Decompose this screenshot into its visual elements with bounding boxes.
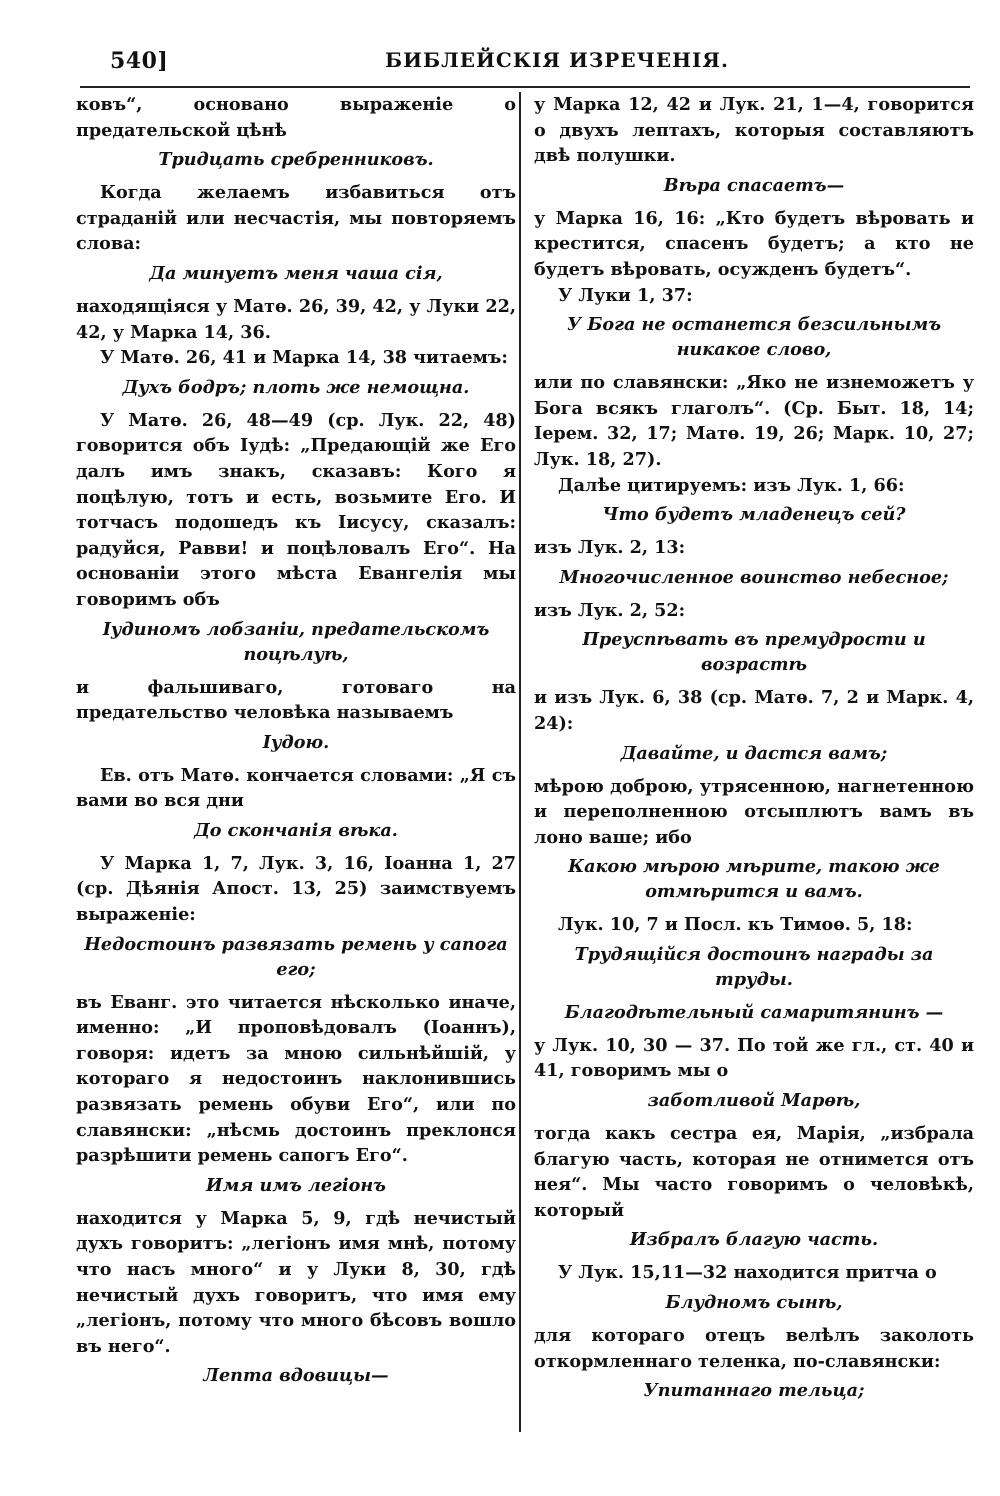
- right-column: [534, 92, 974, 1411]
- quoted-phrase: Недостоинъ развязать ремень у сапога его;: [84, 933, 508, 980]
- quoted-phrase: Тридцать сребренниковъ.: [158, 149, 434, 171]
- quoted-phrase: До скончанія вѣка.: [194, 819, 398, 841]
- quoted-phrase: Благодѣтельный самаритянинъ —: [564, 1001, 944, 1023]
- paragraph-continuation: или по славянски: „Яко не изнеможетъ у Бога всякъ глаголъ“. (Ср. Быт. 18, 14; Іерем. 32, 17; Матѳ. 19, 26; Марк. 10, 27; Лук. 18, 27).: [534, 372, 974, 470]
- quoted-phrase: Духъ бодръ; плоть же немощна.: [122, 376, 470, 398]
- quoted-phrase: заботливой Марѳѣ,: [647, 1090, 861, 1112]
- paragraph-continuation: у Марка 16, 16: „Кто будетъ вѣровать и крестится, спасенъ будетъ; а кто не будетъ вѣровать, осужденъ будетъ“.: [534, 207, 974, 280]
- page-number: 540]: [110, 48, 169, 74]
- paragraph-continuation: находится у Марка 5, 9, гдѣ нечистый духъ говоритъ: „легіонъ имя мнѣ, потому что насъ много“ и у Луки 8, 30, гдѣ нечистый духъ говоритъ, что имя ему „легіонъ, потому что много бѣсовъ вошло въ него“.: [76, 1207, 516, 1357]
- paragraph: У Матѳ. 26, 41 и Марка 14, 38 читаемъ:: [100, 347, 508, 369]
- running-title: БИБЛЕЙСКІЯ ИЗРЕЧЕНІЯ.: [385, 48, 729, 72]
- paragraph: У Лук. 15,11—32 находится притча о: [558, 1262, 937, 1284]
- page-header: [80, 46, 970, 80]
- quoted-phrase: Избралъ благую часть.: [629, 1229, 879, 1251]
- paragraph-continuation: и изъ Лук. 6, 38 (ср. Матѳ. 7, 2 и Марк. 4, 24):: [534, 687, 974, 734]
- quoted-phrase: Іудою.: [262, 731, 330, 753]
- paragraph-continuation: изъ Лук. 2, 52:: [534, 599, 686, 621]
- quoted-phrase: Вѣра спасаетъ—: [663, 174, 845, 196]
- quoted-phrase: Іудиномъ лобзаніи, предательскомъ поцѣлуѣ,: [102, 618, 490, 665]
- paragraph-continuation: изъ Лук. 2, 13:: [534, 537, 686, 559]
- header-rule: [80, 86, 970, 88]
- paragraph-continuation: для котораго отецъ велѣлъ заколоть откормленнаго теленка, по-славянски:: [534, 1325, 974, 1372]
- quoted-phrase: У Бога не останется безсильнымъ никакое слово,: [566, 314, 942, 361]
- paragraph-continuation: находящіяся у Матѳ. 26, 39, 42, у Луки 22, 42, у Марка 14, 36.: [76, 295, 516, 343]
- quoted-phrase: Блудномъ сынѣ,: [665, 1292, 843, 1314]
- column-divider: [519, 92, 521, 1432]
- paragraph-continuation: у Лук. 10, 30 — 37. По той же гл., ст. 40 и 41, говоримъ мы о: [534, 1034, 974, 1082]
- quoted-phrase: Давайте, и дастся вамъ;: [620, 742, 888, 764]
- quoted-phrase: Имя имъ легіонъ: [206, 1174, 386, 1196]
- paragraph-continuation: у Марка 12, 42 и Лук. 21, 1—4, говорится о двухъ лептахъ, которыя составляютъ двѣ полушки.: [534, 94, 974, 167]
- quoted-phrase: Какою мѣрою мѣрите, такою же отмѣрится и вамъ.: [568, 856, 940, 903]
- left-column: [76, 92, 516, 1396]
- quoted-phrase: Упитаннаго тельца;: [643, 1380, 865, 1402]
- paragraph: Ев. отъ Матѳ. кончается словами: „Я съ вами во вся дни: [76, 764, 516, 812]
- quoted-phrase: Многочисленное воинство небесное;: [559, 566, 949, 588]
- paragraph-continuation: мѣрою доброю, утрясенною, нагнетенною и переполненною отсыплютъ вамъ въ лоно ваше; ибо: [534, 775, 974, 848]
- quoted-phrase: Трудящійся достоинъ награды за труды.: [574, 943, 934, 990]
- paragraph: У Марка 1, 7, Лук. 3, 16, Іоанна 1, 27 (ср. Дѣянія Апост. 13, 25) заимствуемъ выраженіе:: [76, 852, 516, 926]
- paragraph: У Матѳ. 26, 48—49 (ср. Лук. 22, 48) говорится объ Іудѣ: „Предающій же Его далъ имъ знакъ, сказавъ: Кого я поцѣлую, тотъ и есть, возьмите Его. И тотчасъ подошедъ къ Іисусу, сказалъ: радуйся, Равви! и поцѣловалъ Его“. На основаніи этого мѣста Евангелія мы говоримъ объ: [76, 409, 516, 610]
- paragraph: У Луки 1, 37:: [558, 284, 693, 306]
- paragraph-continuation: тогда какъ сестра ея, Марія, „избрала благую часть, которая не отнимется отъ нея“. Мы часто говоримъ о человѣкѣ, который: [534, 1123, 974, 1221]
- quoted-phrase: Да минуетъ меня чаша сія,: [149, 262, 443, 284]
- quoted-phrase: Преуспѣвать въ премудрости и возрастѣ: [582, 629, 926, 676]
- paragraph-continuation: въ Еванг. это читается нѣсколько иначе, именно: „И проповѣдовалъ (Іоаннъ), говоря: идетъ за мною сильнѣйшій, у котораго я недостоинъ наклонившись развязать ремень обуви Его“, или по славянски: „нѣсмь достоинъ преклонся разрѣшити ремень сапогъ Его“.: [76, 991, 516, 1167]
- paragraph: Далѣе цитируемъ: изъ Лук. 1, 66:: [558, 474, 905, 496]
- paragraph-continuation: ковъ“, основано выраженіе о предательской цѣнѣ: [76, 94, 516, 141]
- paragraph: Лук. 10, 7 и Посл. къ Тимоѳ. 5, 18:: [558, 914, 913, 936]
- quoted-phrase: Что будетъ младенецъ сей?: [602, 504, 906, 526]
- paragraph-continuation: и фальшиваго, готоваго на предательство человѣка называемъ: [76, 676, 516, 724]
- quoted-phrase: Лепта вдовицы—: [203, 1365, 389, 1387]
- paragraph: Когда желаемъ избавиться отъ страданій или несчастія, мы повторяемъ слова:: [76, 182, 516, 255]
